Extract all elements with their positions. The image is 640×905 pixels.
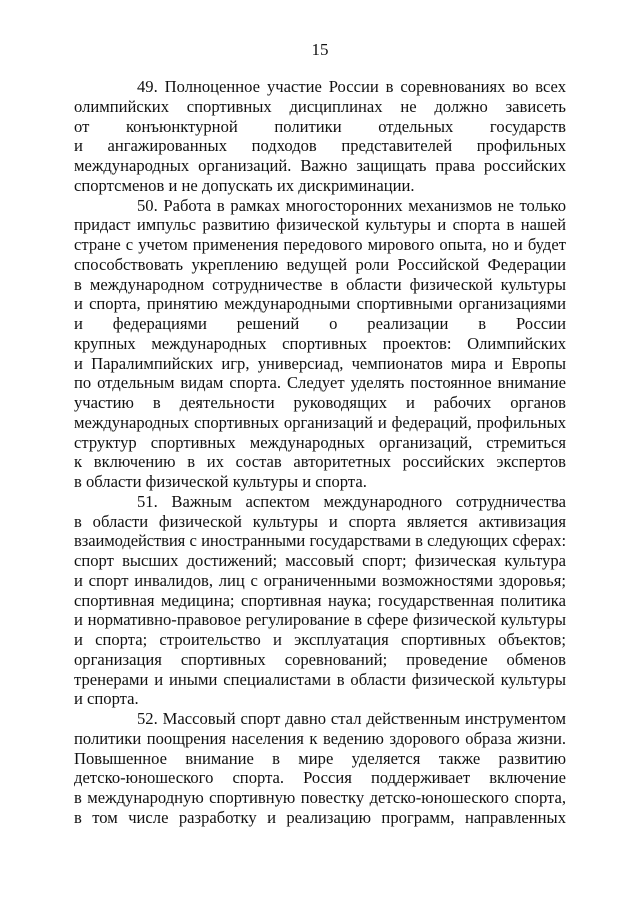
text-line: в международную спортивную повестку детско-юношеского спорта, — [74, 788, 566, 807]
text-line: и ангажированных подходов представителей профильных — [74, 136, 566, 156]
page-number: 15 — [311, 40, 329, 59]
text-line: стране с учетом применения передового мирового опыта, но и будет — [74, 235, 566, 254]
text-line: и нормативно-правовое регулирование в сфере физической культуры — [74, 610, 566, 630]
text-line: и спорт инвалидов, лиц с ограниченными возможностями здоровья; — [74, 570, 566, 590]
text-line: по отдельным видам спорта. Следует уделять постоянное внимание — [74, 373, 566, 393]
text-line: организация спортивных соревнований; проведение обменов — [74, 649, 566, 669]
text-line: детско-юношеского спорта. Россия поддерживает включение — [74, 768, 566, 788]
text-line: политики поощрения населения к ведению здорового образа жизни. — [74, 728, 566, 748]
text-line: и федерациями решений о реализации в России — [74, 314, 566, 333]
text-line: взаимодействия с иностранными государствами в следующих сферах: — [74, 531, 566, 551]
text-line: участию в деятельности руководящих и рабочих органов — [74, 393, 566, 412]
paragraph — [74, 77, 566, 196]
paragraph — [74, 196, 566, 492]
text-line: от конъюнктурной политики отдельных государств — [74, 116, 566, 136]
paragraph — [74, 709, 566, 828]
text-line: международных спортивных организаций и федераций, профильных — [74, 412, 566, 432]
text-line: и спорта. — [74, 689, 139, 709]
text-line: международных организаций. Важно защищать права российских — [74, 156, 566, 175]
text-line: к включению в их состав авторитетных российских экспертов — [74, 452, 566, 472]
text-line: крупных международных спортивных проектов: Олимпийских — [74, 333, 566, 353]
text-line: олимпийских спортивных дисциплинах не должно зависеть — [74, 96, 566, 116]
text-line: придаст импульс развитию физической культуры и спорта в нашей — [74, 215, 566, 235]
text-line: 49. Полноценное участие России в соревнованиях во всех — [137, 77, 566, 96]
text-line: Повышенное внимание в мире уделяется также развитию — [74, 748, 566, 768]
text-line: в том числе разработку и реализацию программ, направленных — [74, 807, 566, 827]
paragraph — [74, 492, 566, 709]
text-line: 52. Массовый спорт давно стал действенным инструментом — [137, 709, 566, 728]
text-line: тренерами и иными специалистами в области физической культуры — [74, 669, 566, 689]
text-line: спортивная медицина; спортивная наука; государственная политика — [74, 590, 566, 610]
text-line: в международном сотрудничестве в области физической культуры — [74, 274, 566, 294]
text-line: структур спортивных международных организаций, стремиться — [74, 432, 566, 452]
text-line: и спорта, принятию международными спортивными организациями — [74, 294, 566, 314]
document-body — [74, 77, 566, 828]
text-line: в области физической культуры и спорта является активизация — [74, 511, 566, 531]
text-line: спортсменов и не допускать их дискриминации. — [74, 175, 415, 195]
text-line: 51. Важным аспектом международного сотрудничества — [137, 491, 566, 511]
text-line: и спорта; строительство и эксплуатация спортивных объектов; — [74, 630, 566, 649]
text-line: 50. Работа в рамках многосторонних механизмов не только — [137, 195, 566, 215]
text-line: в области физической культуры и спорта. — [74, 472, 367, 491]
text-line: и Паралимпийских игр, универсиад, чемпионатов мира и Европы — [74, 353, 566, 373]
text-line: способствовать укреплению ведущей роли Российской Федерации — [74, 254, 566, 274]
text-line: спорт высших достижений; массовый спорт; физическая культура — [74, 551, 566, 570]
